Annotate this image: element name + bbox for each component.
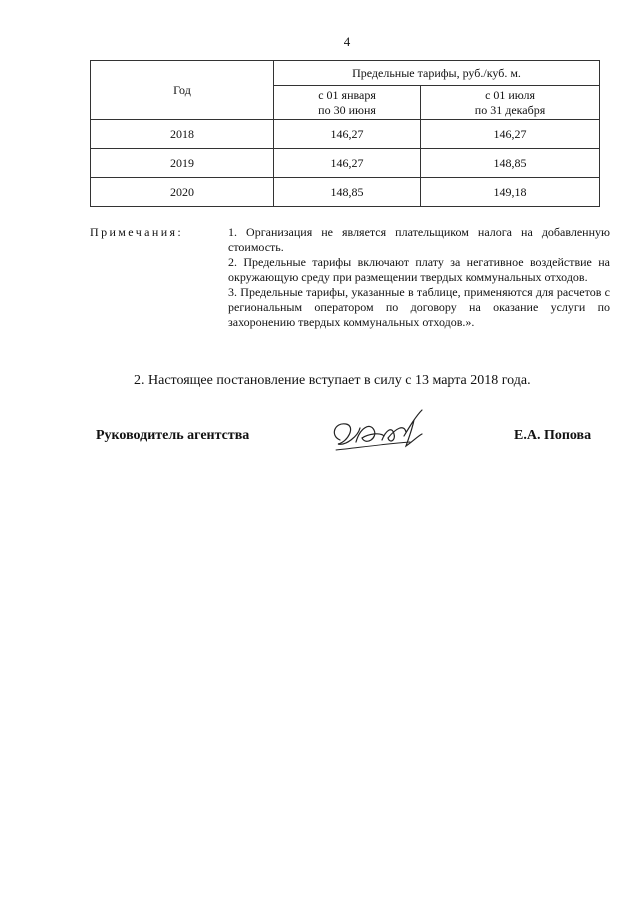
year-cell: 2019: [91, 149, 274, 178]
period-2-line-1: с 01 июля: [485, 87, 535, 102]
notes-label: Примечания:: [90, 225, 184, 239]
tariff-period-2-cell: 149,18: [421, 178, 600, 207]
period-1-line-1: с 01 января: [318, 87, 376, 102]
period-1-header: [274, 86, 421, 120]
signer-name: Е.А. Попова: [514, 428, 592, 443]
period-2-header: [421, 86, 600, 120]
year-cell: 2018: [91, 120, 274, 149]
handwritten-signature: [326, 406, 436, 458]
tariff-period-1-cell: 146,27: [274, 120, 421, 149]
page-number: 4: [343, 34, 351, 49]
tariffs-table: [90, 60, 600, 207]
table-row: [91, 178, 600, 207]
table-row: [91, 120, 600, 149]
table-row: [91, 149, 600, 178]
note-item: 2. Предельные тарифы включают плату за негативное воздействие на окружающую среду при размещении твердых коммунальных отходов.: [228, 255, 610, 284]
note-item: 1. Организация не является плательщиком налога на добавленную стоимость.: [228, 225, 610, 254]
period-2-line-2: по 31 декабря: [474, 102, 546, 117]
period-1-line-2: по 30 июня: [318, 102, 376, 117]
year-column-header: Год: [91, 61, 274, 120]
tariff-period-1-cell: 148,85: [274, 178, 421, 207]
effective-date-clause: 2. Настоящее постановление вступает в силу с 13 марта 2018 года.: [134, 373, 531, 388]
notes-list: [228, 225, 610, 330]
tariff-period-2-cell: 146,27: [421, 120, 600, 149]
table-header-row: [91, 61, 600, 86]
signer-title: Руководитель агентства: [96, 428, 250, 443]
tariff-column-header: Предельные тарифы, руб./куб. м.: [274, 61, 600, 86]
tariff-period-2-cell: 148,85: [421, 149, 600, 178]
note-item: 3. Предельные тарифы, указанные в таблице, применяются для расчетов с региональным оператором по договору на оказание услуги по захоронению твердых коммунальных отходов.».: [228, 285, 610, 329]
tariff-period-1-cell: 146,27: [274, 149, 421, 178]
year-cell: 2020: [91, 178, 274, 207]
